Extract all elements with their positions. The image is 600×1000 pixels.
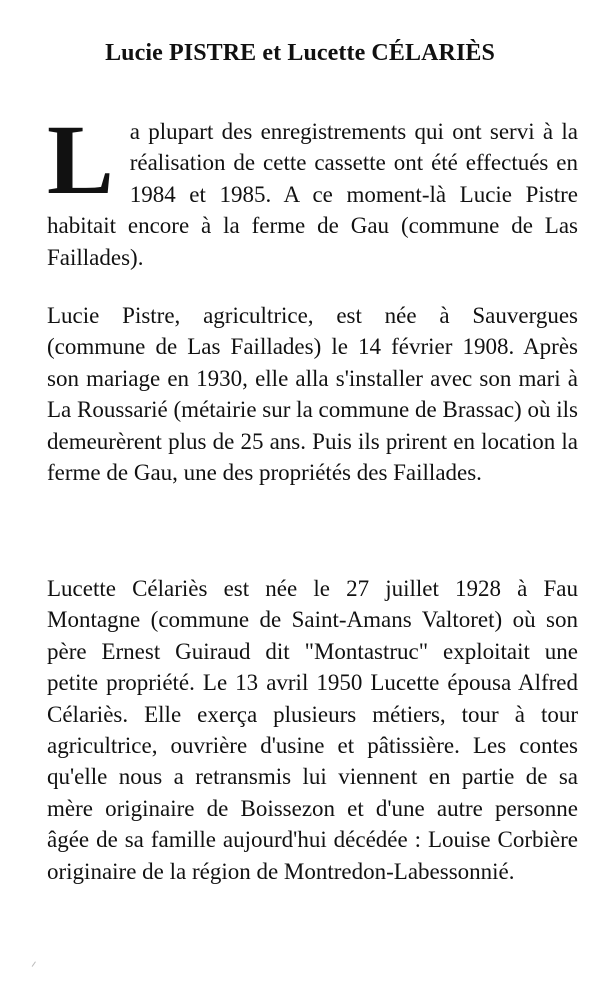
paragraph-intro-text: a plupart des enregistrements qui ont servi à la réalisation de cette cassette ont été effectués en 1984 et 1985. A ce moment-là Lucie Pistre habitait encore à la ferme de Gau (commune de Las Faillades). bbox=[47, 119, 578, 270]
drop-cap: L bbox=[47, 104, 114, 215]
paragraph-intro bbox=[47, 104, 578, 273]
paragraph-lucie-pistre: Lucie Pistre, agricultrice, est née à Sauvergues (commune de Las Faillades) le 14 février 1908. Après son mariage en 1930, elle alla s'installer avec son mari à La Roussarié (métairie sur la commune de Brassac) où ils demeurèrent plus de 25 ans. Puis ils prirent en location la ferme de Gau, une des propriétés des Faillades. bbox=[47, 303, 578, 486]
page-title: Lucie PISTRE et Lucette CÉLARIÈS bbox=[105, 40, 495, 66]
paragraph-lucette-celaries: Lucette Célariès est née le 27 juillet 1928 à Fau Montagne (commune de Saint-Amans Valtoret) où son père Ernest Guiraud dit "Montastruc" exploitait une petite propriété. Le 13 avril 1950 Lucette épousa Alfred Célariès. Elle exerça plusieurs métiers, tour à tour agricultrice, ouvrière d'usine et pâtissière. Les contes qu'elle nous a retransmis lui viennent en partie de sa mère originaire de Boissezon et d'une autre personne âgée de sa famille aujourd'hui décédée : Louise Corbière originaire de la région de Montredon-Labessonnié. bbox=[47, 576, 578, 884]
pencil-mark bbox=[32, 961, 39, 968]
